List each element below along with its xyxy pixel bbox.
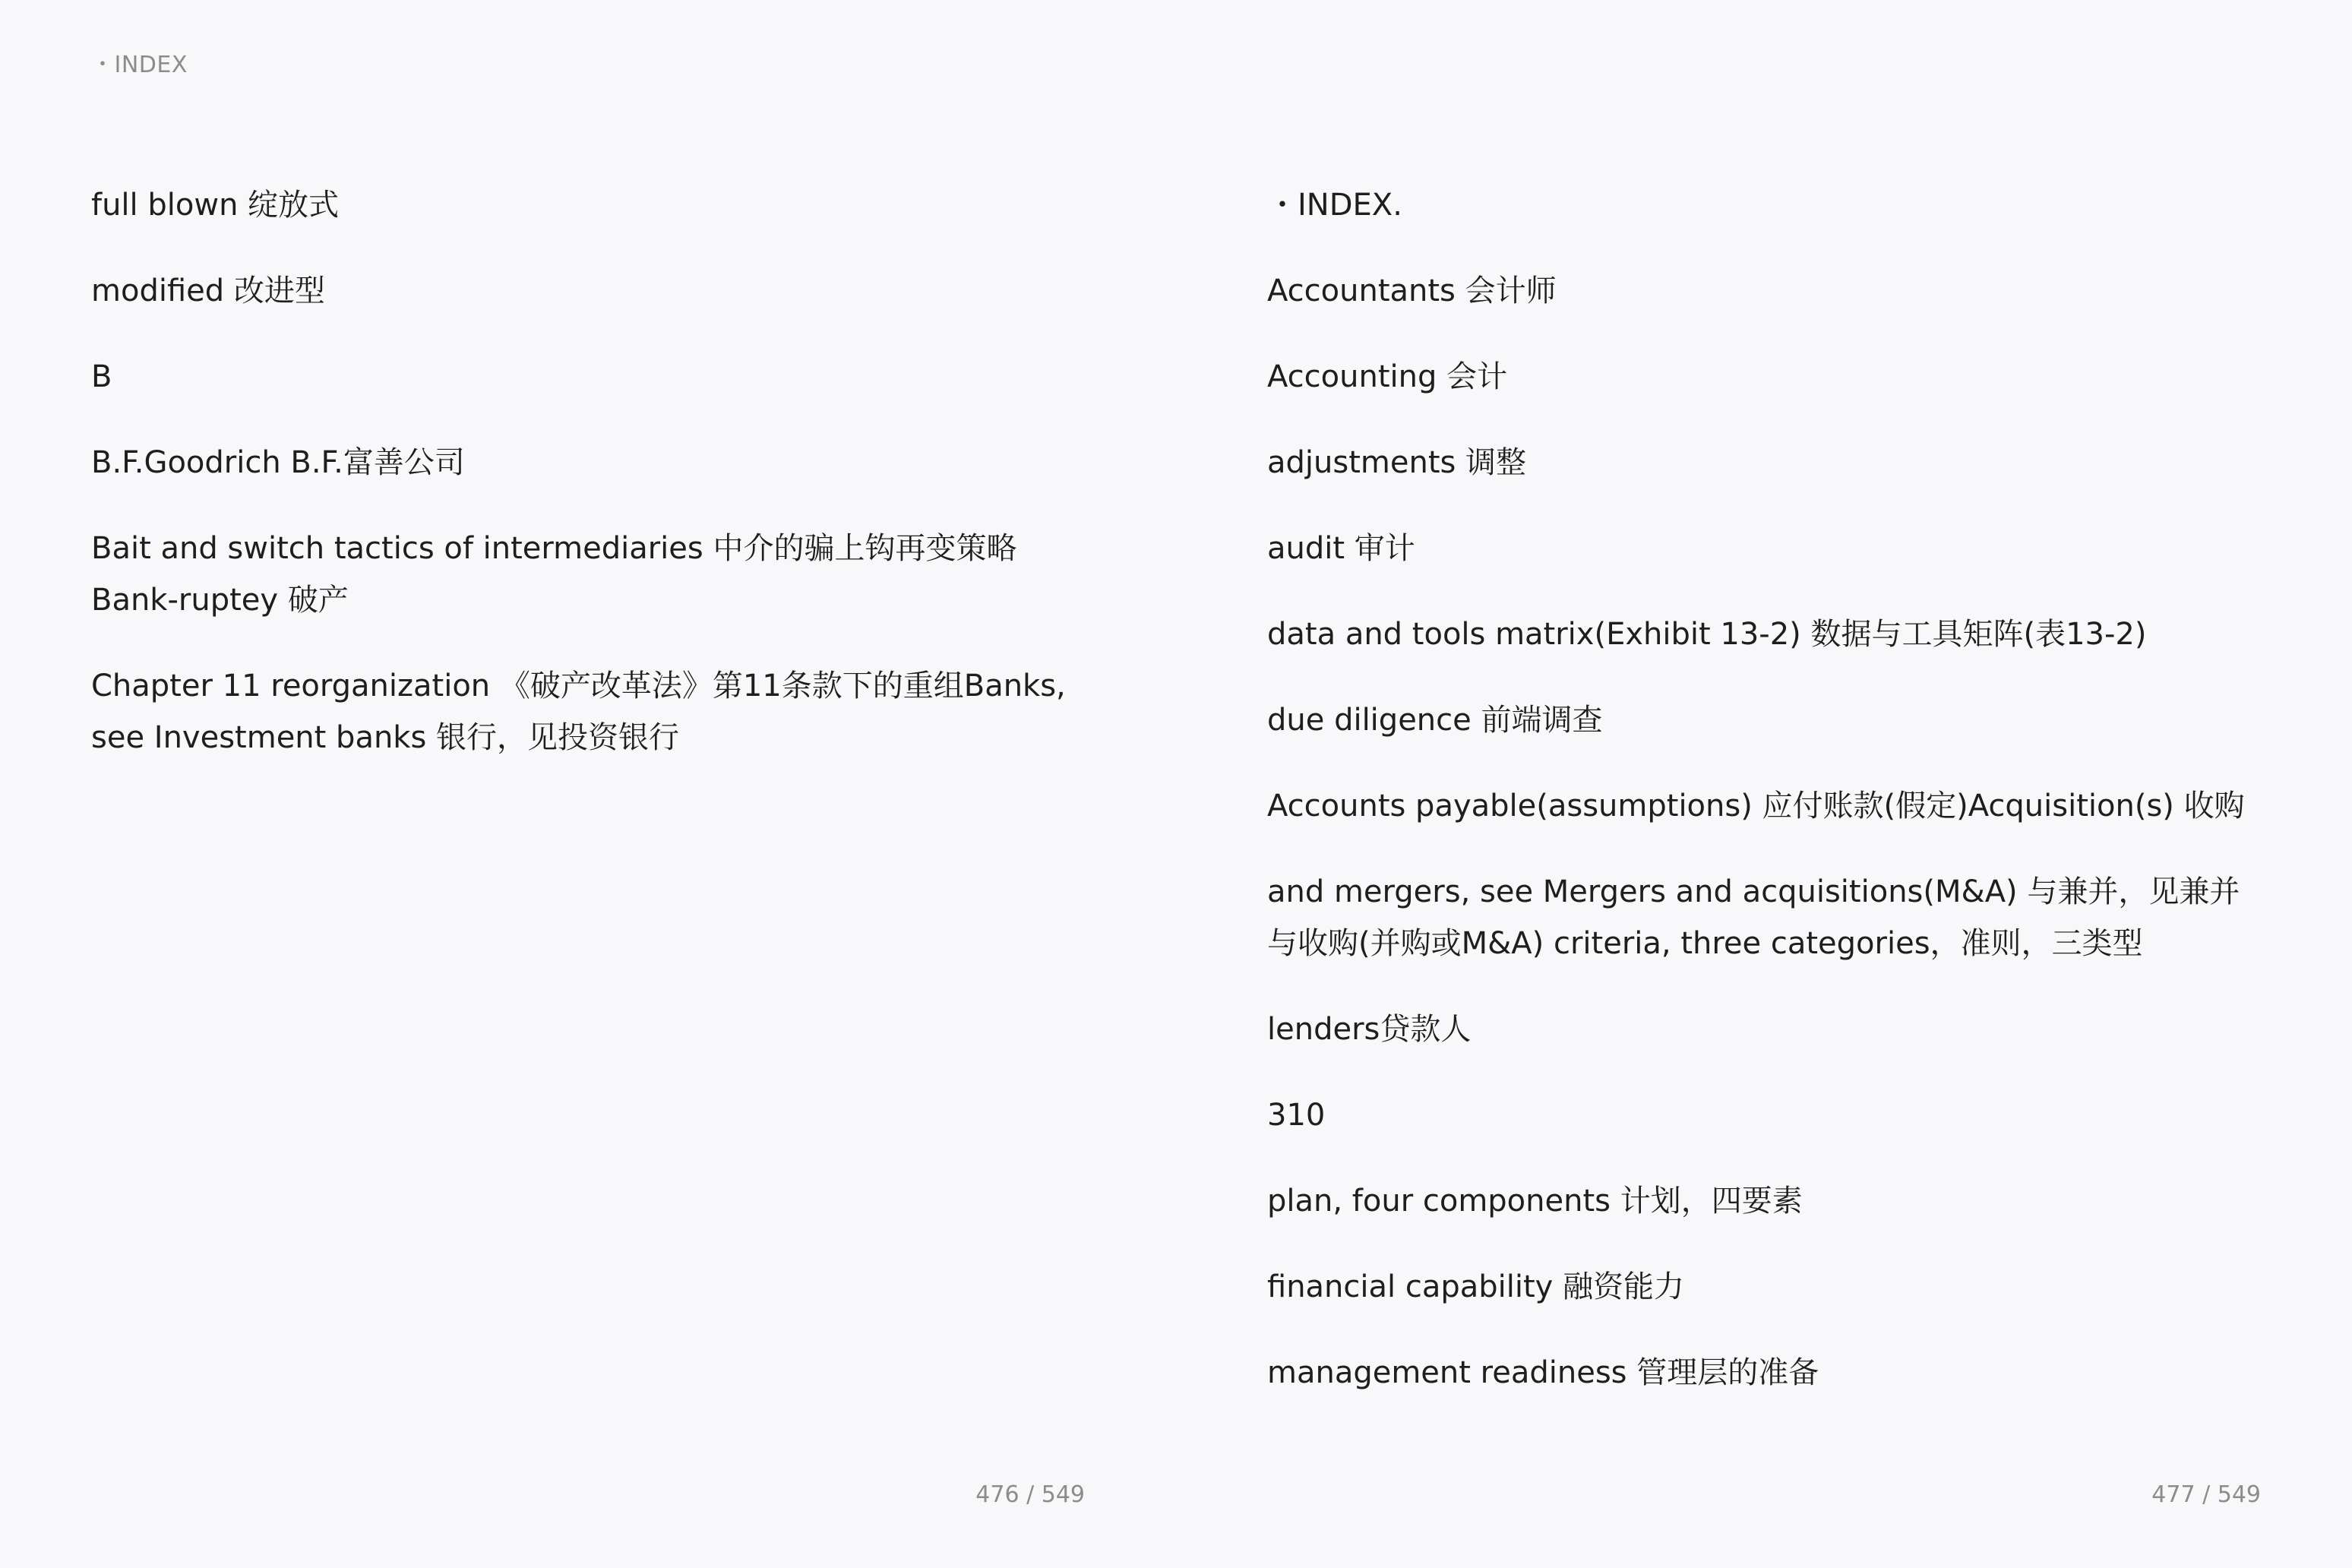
index-letter-heading: B [91,359,112,394]
index-entry: adjustments 调整 [1267,445,1527,480]
index-entry: lenders贷款人 [1267,1012,1472,1047]
index-entry: financial capability 融资能力 [1267,1269,1685,1304]
index-entry: 310 [1267,1098,1326,1133]
index-entry: full blown 绽放式 [91,188,340,223]
index-entry: plan, four components 计划，四要素 [1267,1184,1803,1219]
index-entry: Accounts payable(assumptions) 应付账款(假定)Acquisition(s) 收购 [1267,789,2245,824]
index-entry: Accounting 会计 [1267,359,1508,394]
index-entry: management readiness 管理层的准备 [1267,1355,1819,1390]
index-entry: Bait and switch tactics of intermediaries 中介的骗上钩再变策略Bank-ruptey 破产 [91,531,1017,618]
running-head: ・INDEX [91,52,188,78]
index-entry: and mergers, see Mergers and acquisitions(M&A) 与兼并，见兼并与收购(并购或M&A) criteria, three categories，准则，三类型 [1267,874,2240,961]
index-entry: data and tools matrix(Exhibit 13-2) 数据与工具矩阵(表13-2) [1267,617,2147,652]
index-entry-list [1267,179,2262,1433]
index-entry-list [91,179,1086,798]
index-entry: Chapter 11 reorganization 《破产改革法》第11条款下的重组Banks, see Investment banks 银行，见投资银行 [91,669,1066,755]
page-number: 476 / 549 [975,1481,1085,1508]
index-entry: B.F.Goodrich B.F.富善公司 [91,445,465,480]
index-section-heading: ・INDEX. [1267,188,1402,223]
index-entry: due diligence 前端调查 [1267,703,1603,738]
index-entry: modified 改进型 [91,273,325,308]
page-number: 477 / 549 [2151,1481,2261,1508]
index-entry: audit 审计 [1267,531,1415,566]
index-entry: Accountants 会计师 [1267,273,1557,308]
right-page [1176,0,2352,1568]
